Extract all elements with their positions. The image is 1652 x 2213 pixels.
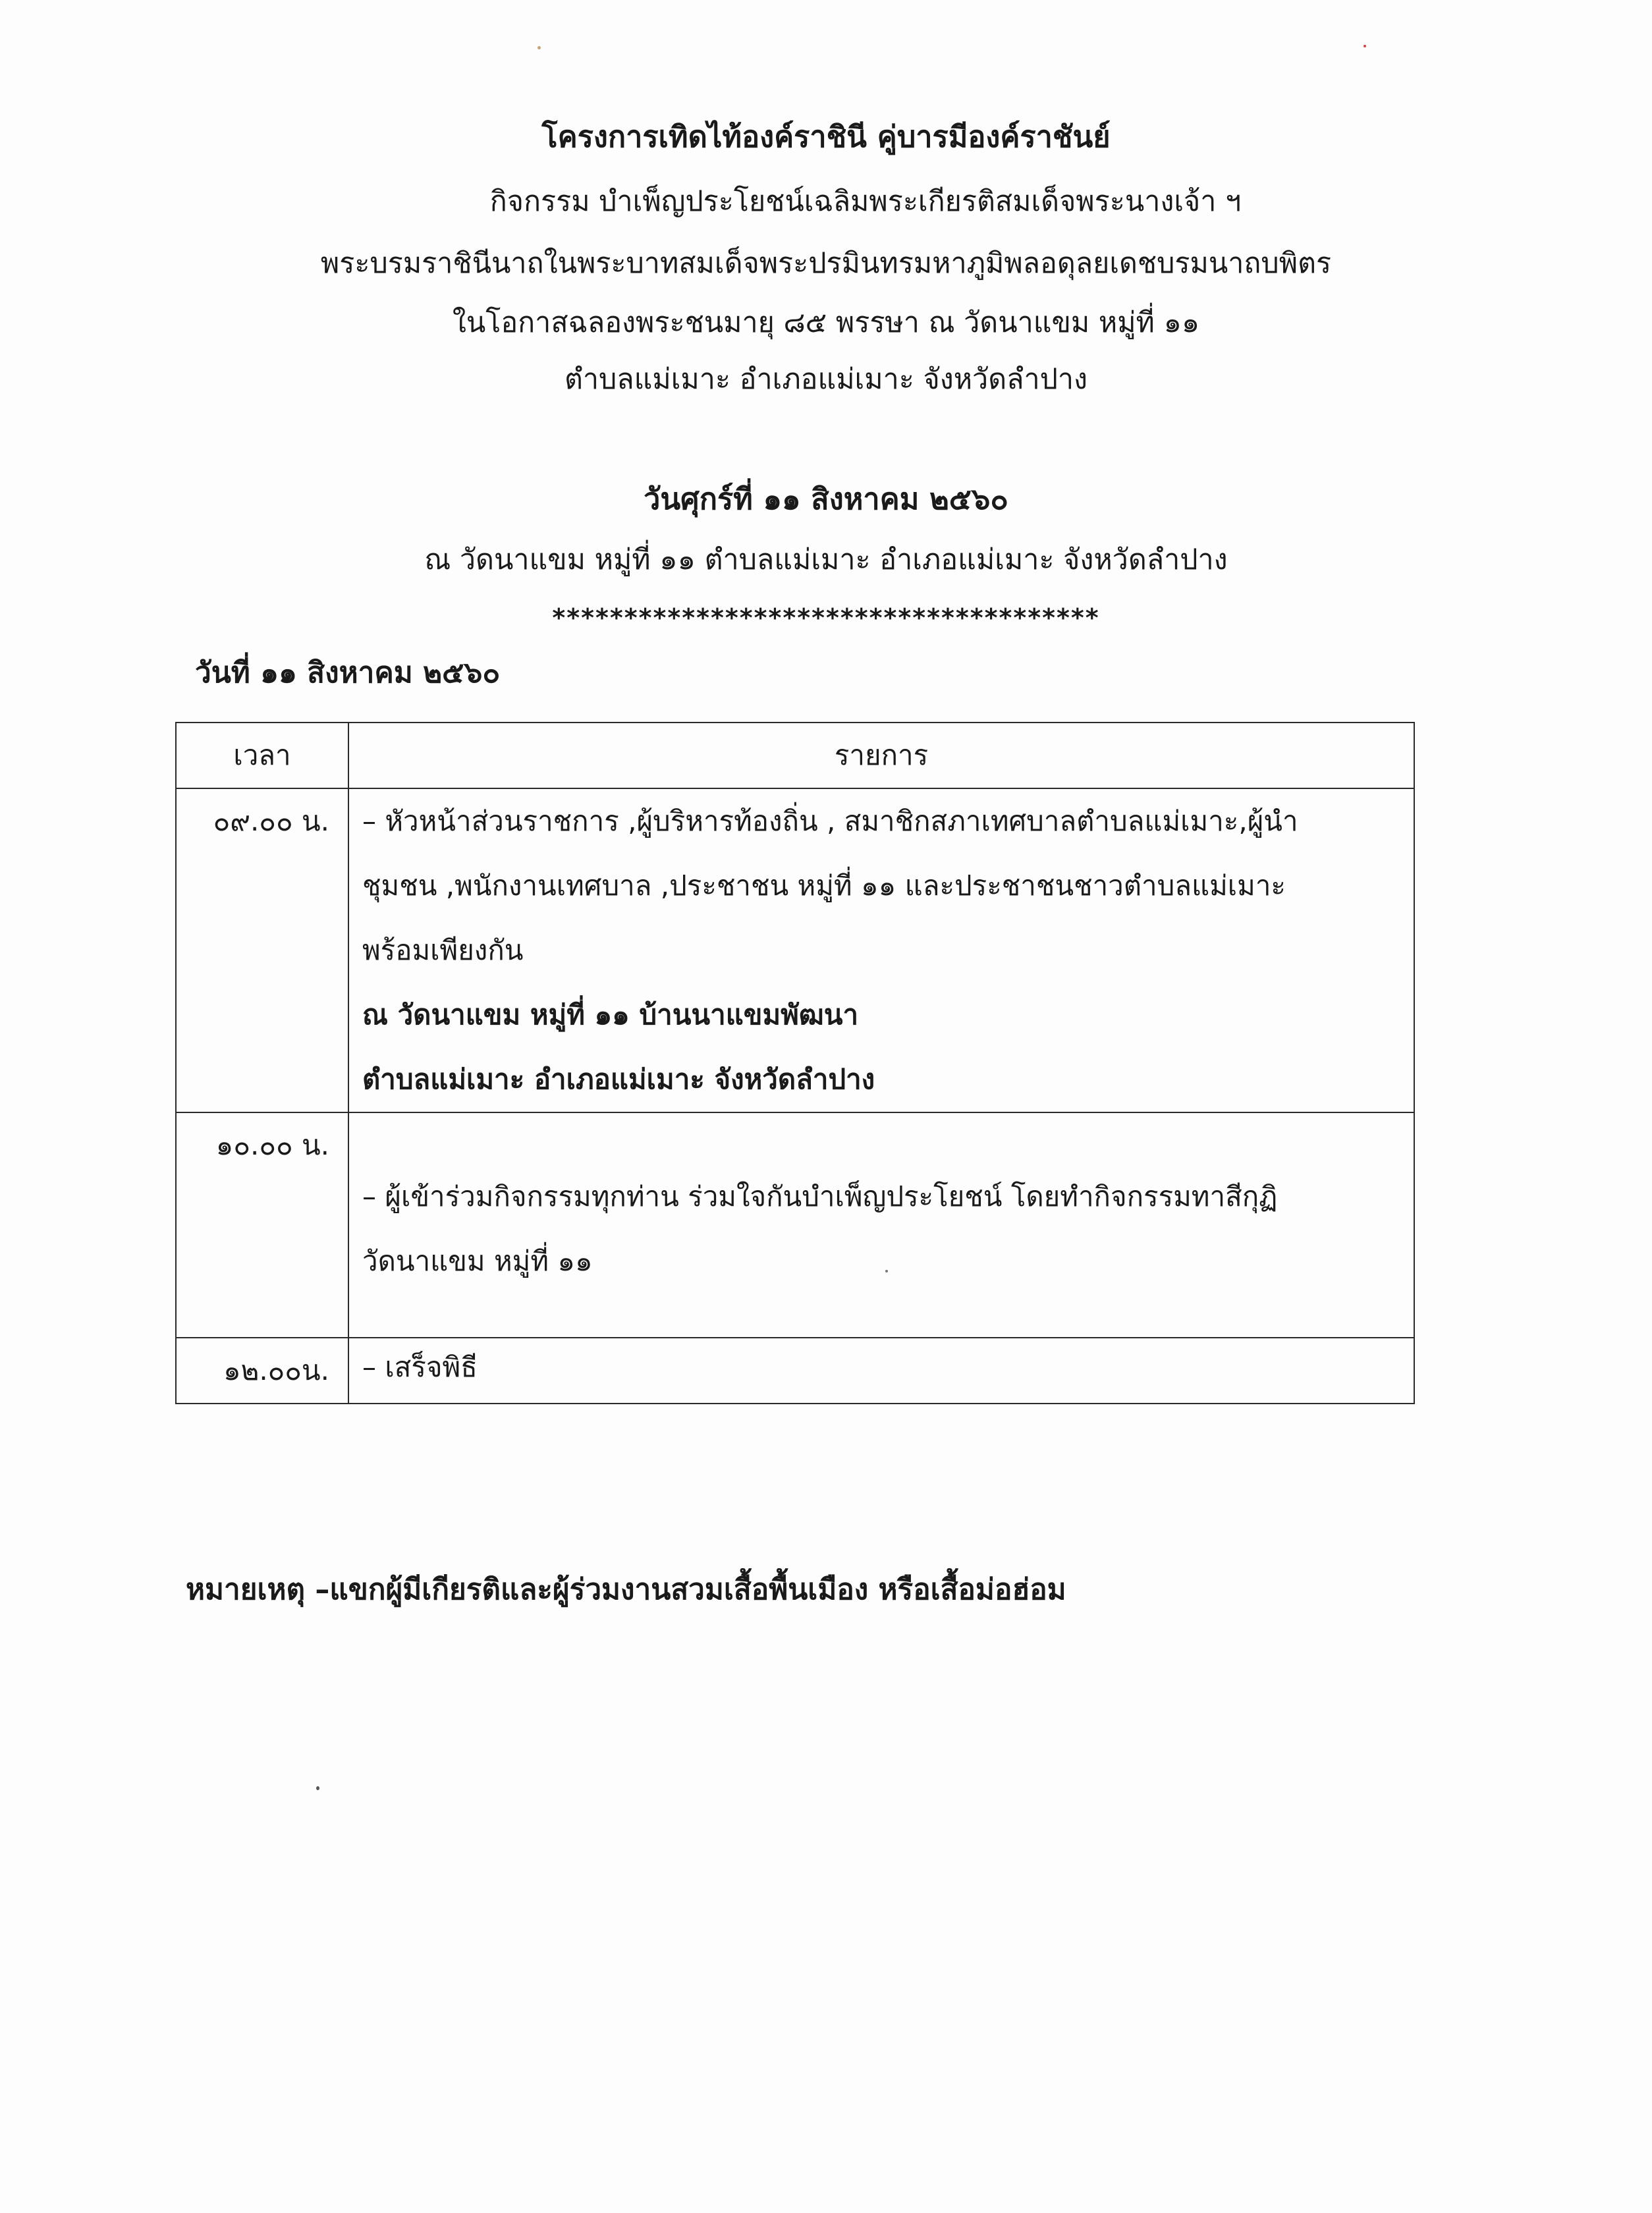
activity-line: กิจกรรม บำเพ็ญประโยชน์เฉลิมพระเกียรติสมเด็จพระนางเจ้า ฯ [489,185,1242,218]
queen-line: พระบรมราชินีนาถในพระบาทสมเด็จพระปรมินทรมหาภูมิพลอดุลยเดชบรมนาถบพิตร [320,247,1332,280]
detail-line: วัดนาแขม หมู่ที่ ๑๑ [362,1245,593,1277]
table-row [176,788,1414,1112]
note-text: หมายเหตุ –แขกผู้มีเกียรติและผู้ร่วมงานสวมเสื้อพื้นเมือง หรือเสื้อม่อฮ่อม [186,1573,1066,1606]
schedule-table [175,722,1415,1404]
detail-line: ชุมชน ,พนักงานเทศบาล ,ประชาชน หมู่ที่ ๑๑ และประชาชนชาวตำบลแม่เมาะ [362,869,1286,902]
table-row [176,1112,1414,1338]
project-title: โครงการเทิดไท้องค์ราชินี คู่บารมีองค์ราชันย์ [541,119,1111,154]
scan-speck [316,1786,319,1790]
row-detail [348,788,1414,1112]
row-detail [348,1338,1414,1404]
table-row [176,1338,1414,1404]
event-date: วันศุกร์ที่ ๑๑ สิงหาคม ๒๕๖๐ [644,481,1008,516]
detail-venue-line: ตำบลแม่เมาะ อำเภอแม่เมาะ จังหวัดลำปาง [362,1063,875,1095]
row-time: ๑๐.๐๐ น. [176,1112,348,1338]
row-spacer [362,1113,1394,1164]
row-time: ๑๒.๐๐น. [176,1338,348,1404]
location-line: ตำบลแม่เมาะ อำเภอแม่เมาะ จังหวัดลำปาง [564,363,1088,396]
detail-line: พร้อมเพียงกัน [362,934,524,966]
row-time: ๐๙.๐๐ น. [176,788,348,1112]
column-header-time: เวลา [176,723,348,788]
detail-line: – เสร็จพิธี [362,1351,478,1383]
separator-line: ************************************** [552,603,1100,632]
scan-speck [1363,45,1366,47]
occasion-line: ในโอกาสฉลองพระชนมายุ ๘๕ พรรษา ณ วัดนาแขม หมู่ที่ ๑๑ [452,306,1200,339]
detail-venue-line: ณ วัดนาแขม หมู่ที่ ๑๑ บ้านนาแขมพัฒนา [362,998,859,1031]
row-detail [348,1112,1414,1338]
event-venue: ณ วัดนาแขม หมู่ที่ ๑๑ ตำบลแม่เมาะ อำเภอแม่เมาะ จังหวัดลำปาง [424,543,1228,576]
table-header-row [176,723,1414,788]
column-header-items: รายการ [348,723,1414,788]
scan-speck [537,46,541,49]
schedule-date-heading: วันที่ ๑๑ สิงหาคม ๒๕๖๐ [195,656,501,690]
scan-speck [885,1270,888,1272]
detail-line: – หัวหน้าส่วนราชการ ,ผู้บริหารท้องถิ่น , สมาชิกสภาเทศบาลตำบลแม่เมาะ,ผู้นำ [362,805,1298,837]
detail-line: – ผู้เข้าร่วมกิจกรรมทุกท่าน ร่วมใจกันบำเพ็ญประโยชน์ โดยทำกิจกรรมทาสีกุฏิ [362,1180,1278,1213]
